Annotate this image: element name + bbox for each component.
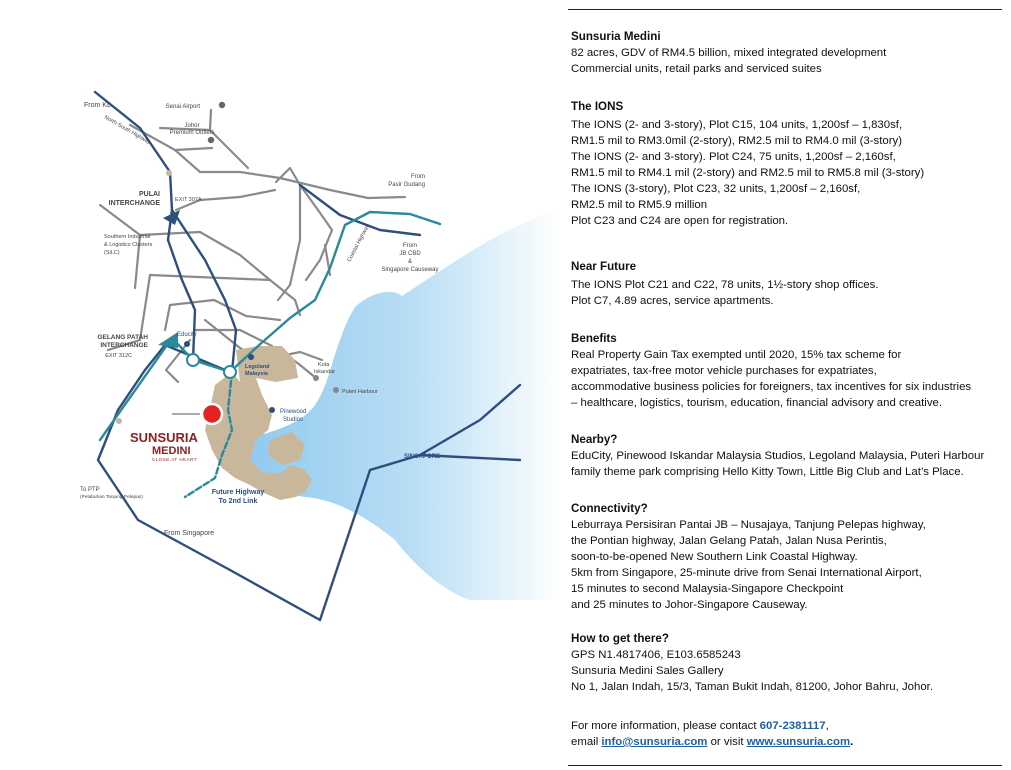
email-link[interactable]: info@sunsuria.com bbox=[601, 736, 708, 748]
bottom-divider bbox=[568, 765, 1002, 766]
section-line: GPS N1.4817406, E103.6585243 bbox=[571, 649, 741, 661]
label-future-highway: Future Highway bbox=[211, 489, 265, 496]
label-exit-307a: EXIT 307A bbox=[175, 197, 202, 203]
section-line: RM2.5 mil to RM5.9 million bbox=[571, 199, 708, 211]
section-line: Commercial units, retail parks and serviced suites bbox=[571, 63, 822, 75]
pinewood-studios-dot bbox=[269, 407, 275, 413]
gelang-patah-interchange-marker bbox=[158, 332, 178, 348]
label-jb-cbd: JB CBD bbox=[399, 251, 421, 257]
section-line: family theme park comprising Hello Kitty Town, Little Big Club and Lat’s Place. bbox=[571, 466, 964, 478]
section-heading: Connectivity? bbox=[571, 502, 648, 515]
label-pulai: PULAI bbox=[139, 191, 160, 198]
section-heading: Near Future bbox=[571, 260, 637, 273]
contact-line-2 bbox=[571, 734, 1007, 750]
label-exit-312c: EXIT 312C bbox=[105, 353, 132, 359]
section-heading: Sunsuria Medini bbox=[571, 30, 661, 43]
section-line: 82 acres, GDV of RM4.5 billion, mixed integrated development bbox=[571, 47, 887, 59]
section-line: Real Property Gain Tax exempted until 2020, 15% tax scheme for bbox=[571, 349, 902, 361]
johor-premium-outlets-dot bbox=[208, 137, 214, 143]
section-line: 5km from Singapore, 25-minute drive from Senai International Airport, bbox=[571, 567, 922, 579]
roundabout-icon bbox=[187, 354, 199, 366]
label-from-singapore: From Singapore bbox=[164, 530, 215, 537]
toll-marker-icon bbox=[166, 170, 172, 176]
section-benefits bbox=[571, 331, 1007, 411]
section-line: The IONS (2- and 3-story). Plot C24, 75 units, 1,200sf – 2,160sf, bbox=[571, 151, 896, 163]
label-educity: Educity bbox=[177, 332, 197, 338]
label-pasir-gudang: Pasir Gudang bbox=[388, 182, 425, 188]
section-line: The IONS Plot C21 and C22, 78 units, 1½-story shop offices. bbox=[571, 279, 879, 291]
label-iskandar: Iskandar bbox=[314, 369, 336, 375]
kota-iskandar-dot bbox=[313, 375, 319, 381]
label-jb-amp: & bbox=[407, 259, 413, 265]
sunsuria-medini-location-pin-icon bbox=[202, 404, 222, 424]
roundabout-icon bbox=[224, 366, 236, 378]
section-line: and 25 minutes to Johor-Singapore Causeway. bbox=[571, 599, 808, 611]
section-line: The IONS (2- and 3-story), Plot C15, 104 units, 1,200sf – 1,830sf, bbox=[571, 119, 903, 131]
label-gelang-patah: GELANG PATAH bbox=[97, 334, 148, 341]
period: . bbox=[850, 736, 854, 748]
label-singapore-causeway: Singapore Causeway bbox=[381, 267, 439, 273]
section-line: the Pontian highway, Jalan Gelang Patah, Jalan Nusa Perintis, bbox=[571, 535, 887, 547]
logo-sunsuria: SUNSURIA bbox=[130, 430, 198, 445]
section-heading: Nearby? bbox=[571, 433, 618, 446]
section-line: – healthcare, logistics, tourism, education, financial advisory and creative. bbox=[571, 397, 943, 409]
section-line: soon-to-be-opened New Southern Link Coastal Highway. bbox=[571, 551, 858, 563]
label-legoland: Legoland bbox=[245, 364, 270, 370]
label-to-ptp: To PTP bbox=[80, 487, 100, 493]
section-heading: The IONS bbox=[571, 100, 624, 113]
section-connectivity bbox=[571, 501, 1007, 613]
section-heading: Benefits bbox=[571, 332, 617, 345]
label-silc-2: & Logistics Clusters bbox=[104, 242, 153, 248]
section-line: expatriates, tax-free motor vehicle purchases for expatriates, bbox=[571, 365, 877, 377]
email-prefix: email bbox=[571, 736, 602, 748]
label-silc-1: Southern Industrial bbox=[104, 234, 151, 240]
puteri-harbour-dot bbox=[333, 387, 339, 393]
label-from-kl: From KL bbox=[84, 102, 111, 109]
logo-medini: MEDINI bbox=[152, 445, 191, 457]
section-line: No 1, Jalan Indah, 15/3, Taman Bukit Indah, 81200, Johor Bahru, Johor. bbox=[571, 681, 934, 693]
section-heading: How to get there? bbox=[571, 632, 669, 645]
section-line: 15 minutes to second Malaysia-Singapore Checkpoint bbox=[571, 583, 844, 595]
sunsuria-medini-logo bbox=[130, 430, 199, 462]
label-pinewood-studios: Studios bbox=[283, 417, 304, 423]
contact-suffix: , bbox=[825, 720, 829, 732]
label-premium-outlets: Premium Outlets bbox=[169, 130, 215, 136]
label-puteri-harbour: Puteri Harbour bbox=[342, 389, 378, 395]
legoland-dot bbox=[248, 354, 254, 360]
senai-airport-dot bbox=[219, 102, 225, 108]
section-how-to-get-there bbox=[571, 631, 1007, 695]
label-jb-from: From bbox=[403, 243, 417, 249]
label-coastal-highway: Coastal Highway bbox=[346, 223, 372, 263]
top-divider bbox=[568, 9, 1002, 10]
contact-prefix: For more information, please contact bbox=[571, 720, 760, 732]
toll-marker-icon bbox=[116, 418, 122, 424]
section-line: Sunsuria Medini Sales Gallery bbox=[571, 665, 724, 677]
section-the-ions bbox=[571, 99, 1007, 229]
label-legoland-malaysia: Malaysia bbox=[245, 371, 268, 377]
label-senai-airport: Senai Airport bbox=[165, 104, 200, 110]
section-line: RM1.5 mil to RM3.0mil (2-story), RM2.5 mil to RM4.0 mil (3-story) bbox=[571, 135, 903, 147]
label-north-south-highway: North-South Highway bbox=[103, 114, 152, 146]
section-line: Plot C23 and C24 are open for registration. bbox=[571, 215, 789, 227]
label-johor-1: Johor bbox=[184, 123, 200, 129]
visit-text: or visit bbox=[707, 736, 747, 748]
label-silc-3: (SiLC) bbox=[104, 250, 120, 256]
section-line: RM1.5 mil to RM4.1 mil (2-story) and RM2.5 mil to RM5.8 mil (3-story) bbox=[571, 167, 925, 179]
website-link[interactable]: www.sunsuria.com bbox=[746, 736, 851, 748]
label-to-2nd-link: To 2nd Link bbox=[218, 498, 258, 505]
section-line: accommodative business policies for foreigners, tax incentives for six industries bbox=[571, 381, 972, 393]
label-singapore: SINGAPORE bbox=[404, 454, 441, 460]
label-pelabuhan: (Pelabuhan Tanjung Pelepas) bbox=[80, 495, 143, 500]
educity-dot bbox=[184, 341, 190, 347]
label-pulai-interchange: INTERCHANGE bbox=[108, 200, 160, 207]
section-line: The IONS (3-story), Plot C23, 32 units, 1,200sf – 2,160sf, bbox=[571, 183, 861, 195]
phone-number[interactable]: 607-2381117 bbox=[759, 720, 826, 732]
label-gelang-patah-interchange: INTERCHANGE bbox=[100, 342, 148, 349]
label-kota: Kota bbox=[318, 362, 330, 368]
section-line: Leburraya Persisiran Pantai JB – Nusajaya, Tanjung Pelepas highway, bbox=[571, 519, 926, 531]
section-near-future bbox=[571, 259, 1007, 309]
contact-line-1 bbox=[571, 718, 1007, 734]
section-contact bbox=[571, 718, 1007, 750]
label-from-1: From bbox=[411, 174, 425, 180]
section-nearby bbox=[571, 432, 1007, 480]
section-line: EduCity, Pinewood Iskandar Malaysia Studios, Legoland Malaysia, Puteri Harbour bbox=[571, 450, 985, 462]
label-pinewood: Pinewood bbox=[280, 409, 307, 415]
section-sunsuria-medini bbox=[571, 29, 1007, 77]
logo-tagline: CLOSE AT HEART bbox=[152, 457, 198, 462]
section-line: Plot C7, 4.89 acres, service apartments. bbox=[571, 295, 774, 307]
